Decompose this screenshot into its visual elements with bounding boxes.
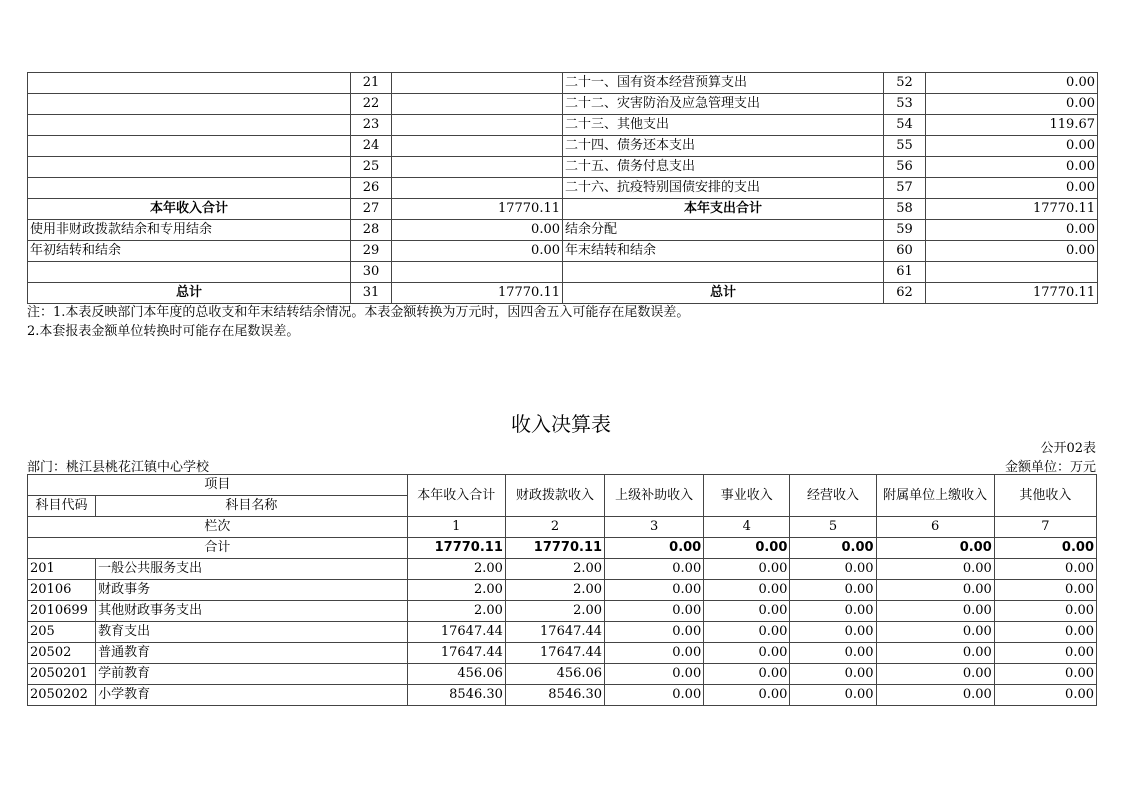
left-row-number: 26	[351, 178, 392, 199]
total-value-1: 17770.11	[407, 538, 505, 559]
amount-col-3: 0.00	[605, 559, 704, 580]
summary-row	[28, 73, 1098, 94]
right-row-number: 54	[884, 115, 926, 136]
subject-code: 205	[28, 622, 96, 643]
left-row-number: 29	[351, 241, 392, 262]
amount-col-5: 0.00	[790, 664, 876, 685]
amount-col-2: 456.06	[505, 664, 604, 685]
left-amount	[392, 73, 563, 94]
right-item-label: 结余分配	[563, 220, 884, 241]
table-row	[28, 622, 1097, 643]
right-amount: 0.00	[926, 73, 1098, 94]
right-row-number: 52	[884, 73, 926, 94]
amount-col-6: 0.00	[876, 559, 994, 580]
amount-col-1: 2.00	[407, 580, 505, 601]
left-row-number: 22	[351, 94, 392, 115]
left-item-label: 使用非财政拨款结余和专用结余	[28, 220, 351, 241]
left-item-label: 年初结转和结余	[28, 241, 351, 262]
header-col-index: 栏次	[28, 517, 408, 538]
left-item-label	[28, 157, 351, 178]
right-item-label: 二十三、其他支出	[563, 115, 884, 136]
amount-col-6: 0.00	[876, 622, 994, 643]
summary-row	[28, 241, 1098, 262]
left-item-label	[28, 115, 351, 136]
amount-col-4: 0.00	[704, 559, 790, 580]
header-col-1: 本年收入合计	[407, 475, 505, 517]
income-table-body	[28, 559, 1097, 706]
subject-name: 其他财政事务支出	[96, 601, 408, 622]
amount-col-7: 0.00	[994, 685, 1096, 706]
col-num-7: 7	[994, 517, 1096, 538]
amount-col-6: 0.00	[876, 685, 994, 706]
amount-col-5: 0.00	[790, 685, 876, 706]
subject-name: 一般公共服务支出	[96, 559, 408, 580]
right-amount: 0.00	[926, 241, 1098, 262]
amount-col-7: 0.00	[994, 643, 1096, 664]
amount-col-1: 8546.30	[407, 685, 505, 706]
amount-col-3: 0.00	[605, 622, 704, 643]
total-value-4: 0.00	[704, 538, 790, 559]
amount-col-7: 0.00	[994, 622, 1096, 643]
right-item-label: 二十一、国有资本经营预算支出	[563, 73, 884, 94]
amount-col-4: 0.00	[704, 664, 790, 685]
left-amount	[392, 94, 563, 115]
total-value-6: 0.00	[876, 538, 994, 559]
total-value-5: 0.00	[790, 538, 876, 559]
right-item-label: 年末结转和结余	[563, 241, 884, 262]
total-value-3: 0.00	[605, 538, 704, 559]
col-num-4: 4	[704, 517, 790, 538]
right-amount: 0.00	[926, 136, 1098, 157]
summary-row	[28, 136, 1098, 157]
right-row-number: 56	[884, 157, 926, 178]
department-label: 部门：桃江县桃花江镇中心学校	[27, 460, 210, 475]
subject-code: 20502	[28, 643, 96, 664]
subject-name: 小学教育	[96, 685, 408, 706]
amount-col-6: 0.00	[876, 664, 994, 685]
summary-table	[27, 72, 1098, 304]
subject-code: 20106	[28, 580, 96, 601]
table-row	[28, 643, 1097, 664]
header-col-3: 上级补助收入	[605, 475, 704, 517]
table-row	[28, 601, 1097, 622]
amount-col-1: 17647.44	[407, 643, 505, 664]
col-num-2: 2	[505, 517, 604, 538]
right-amount: 119.67	[926, 115, 1098, 136]
amount-col-1: 2.00	[407, 601, 505, 622]
summary-row	[28, 157, 1098, 178]
left-row-number: 21	[351, 73, 392, 94]
right-item-label: 二十二、灾害防治及应急管理支出	[563, 94, 884, 115]
left-row-number: 30	[351, 262, 392, 283]
left-item-label	[28, 94, 351, 115]
col-num-1: 1	[407, 517, 505, 538]
right-amount	[926, 262, 1098, 283]
table-row	[28, 580, 1097, 601]
right-row-number: 53	[884, 94, 926, 115]
right-item-label: 二十六、抗疫特别国债安排的支出	[563, 178, 884, 199]
amount-col-4: 0.00	[704, 601, 790, 622]
table-row	[28, 664, 1097, 685]
summary-row	[28, 115, 1098, 136]
subject-name: 教育支出	[96, 622, 408, 643]
left-amount: 0.00	[392, 220, 563, 241]
unit-label: 金额单位：万元	[1004, 460, 1096, 475]
amount-col-6: 0.00	[876, 580, 994, 601]
amount-col-2: 2.00	[505, 601, 604, 622]
income-table-header	[28, 475, 1097, 559]
left-row-number: 27	[351, 199, 392, 220]
amount-col-1: 2.00	[407, 559, 505, 580]
summary-row	[28, 178, 1098, 199]
summary-row	[28, 220, 1098, 241]
left-row-number: 24	[351, 136, 392, 157]
form-number: 公开02表	[1040, 441, 1096, 456]
right-row-number: 55	[884, 136, 926, 157]
amount-col-4: 0.00	[704, 643, 790, 664]
summary-row	[28, 199, 1098, 220]
right-item-label: 二十五、债务付息支出	[563, 157, 884, 178]
amount-col-7: 0.00	[994, 601, 1096, 622]
header-code: 科目代码	[28, 496, 96, 517]
subject-name: 学前教育	[96, 664, 408, 685]
right-amount: 0.00	[926, 157, 1098, 178]
table-row	[28, 559, 1097, 580]
income-table-title: 收入决算表	[511, 412, 611, 436]
right-row-number: 60	[884, 241, 926, 262]
amount-col-3: 0.00	[605, 685, 704, 706]
right-row-number: 58	[884, 199, 926, 220]
amount-col-5: 0.00	[790, 622, 876, 643]
header-col-4: 事业收入	[704, 475, 790, 517]
left-amount	[392, 136, 563, 157]
amount-col-3: 0.00	[605, 580, 704, 601]
left-amount	[392, 157, 563, 178]
left-amount: 17770.11	[392, 199, 563, 220]
table-row	[28, 685, 1097, 706]
right-amount: 0.00	[926, 220, 1098, 241]
amount-col-2: 17647.44	[505, 622, 604, 643]
amount-col-7: 0.00	[994, 580, 1096, 601]
right-amount: 0.00	[926, 178, 1098, 199]
amount-col-4: 0.00	[704, 580, 790, 601]
header-col-5: 经营收入	[790, 475, 876, 517]
income-table	[27, 474, 1097, 706]
right-amount: 17770.11	[926, 283, 1098, 304]
subject-name: 财政事务	[96, 580, 408, 601]
amount-col-4: 0.00	[704, 685, 790, 706]
left-item-label: 总计	[28, 283, 351, 304]
left-row-number: 31	[351, 283, 392, 304]
amount-col-3: 0.00	[605, 643, 704, 664]
subject-code: 2050201	[28, 664, 96, 685]
header-project: 项目	[28, 475, 408, 496]
amount-col-5: 0.00	[790, 601, 876, 622]
left-amount	[392, 262, 563, 283]
note-line-2: 2.本套报表金额单位转换时可能存在尾数误差。	[27, 324, 300, 339]
left-amount: 0.00	[392, 241, 563, 262]
amount-col-5: 0.00	[790, 580, 876, 601]
left-item-label: 本年收入合计	[28, 199, 351, 220]
left-item-label	[28, 178, 351, 199]
left-amount	[392, 178, 563, 199]
summary-row	[28, 262, 1098, 283]
right-item-label: 本年支出合计	[563, 199, 884, 220]
summary-table-body	[28, 73, 1098, 304]
col-num-6: 6	[876, 517, 994, 538]
left-row-number: 25	[351, 157, 392, 178]
summary-row	[28, 94, 1098, 115]
subject-code: 2050202	[28, 685, 96, 706]
amount-col-6: 0.00	[876, 601, 994, 622]
right-row-number: 57	[884, 178, 926, 199]
right-amount: 0.00	[926, 94, 1098, 115]
header-col-2: 财政拨款收入	[505, 475, 604, 517]
amount-col-3: 0.00	[605, 601, 704, 622]
right-row-number: 62	[884, 283, 926, 304]
amount-col-2: 2.00	[505, 580, 604, 601]
total-value-2: 17770.11	[505, 538, 604, 559]
header-col-6: 附属单位上缴收入	[876, 475, 994, 517]
col-num-3: 3	[605, 517, 704, 538]
col-num-5: 5	[790, 517, 876, 538]
total-label: 合计	[28, 538, 408, 559]
amount-col-5: 0.00	[790, 559, 876, 580]
left-item-label	[28, 136, 351, 157]
amount-col-1: 456.06	[407, 664, 505, 685]
right-item-label: 总计	[563, 283, 884, 304]
amount-col-2: 17647.44	[505, 643, 604, 664]
right-row-number: 61	[884, 262, 926, 283]
amount-col-7: 0.00	[994, 664, 1096, 685]
total-value-7: 0.00	[994, 538, 1096, 559]
amount-col-1: 17647.44	[407, 622, 505, 643]
right-item-label: 二十四、债务还本支出	[563, 136, 884, 157]
left-item-label	[28, 262, 351, 283]
header-col-7: 其他收入	[994, 475, 1096, 517]
amount-col-7: 0.00	[994, 559, 1096, 580]
right-row-number: 59	[884, 220, 926, 241]
summary-row	[28, 283, 1098, 304]
header-name: 科目名称	[96, 496, 408, 517]
amount-col-6: 0.00	[876, 643, 994, 664]
right-amount: 17770.11	[926, 199, 1098, 220]
amount-col-4: 0.00	[704, 622, 790, 643]
subject-code: 2010699	[28, 601, 96, 622]
left-item-label	[28, 73, 351, 94]
left-amount	[392, 115, 563, 136]
amount-col-2: 8546.30	[505, 685, 604, 706]
amount-col-2: 2.00	[505, 559, 604, 580]
note-line-1: 注：1.本表反映部门本年度的总收支和年末结转结余情况。本表金额转换为万元时，因四舍五入可能存在尾数误差。	[27, 305, 690, 320]
left-amount: 17770.11	[392, 283, 563, 304]
subject-code: 201	[28, 559, 96, 580]
left-row-number: 28	[351, 220, 392, 241]
amount-col-3: 0.00	[605, 664, 704, 685]
right-item-label	[563, 262, 884, 283]
subject-name: 普通教育	[96, 643, 408, 664]
amount-col-5: 0.00	[790, 643, 876, 664]
left-row-number: 23	[351, 115, 392, 136]
